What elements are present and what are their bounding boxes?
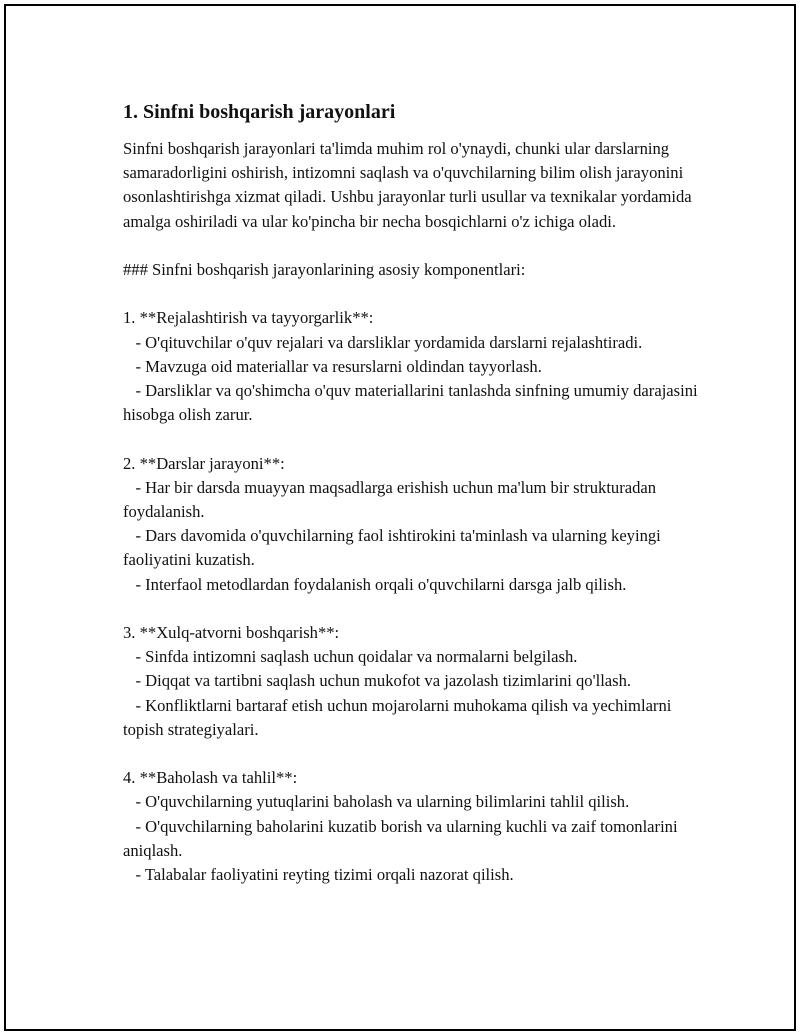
bullet-item: - Interfaol metodlardan foydalanish orqali o'quvchilarni darsga jalb qilish.: [123, 574, 627, 594]
section-4: [123, 766, 703, 887]
bullet-item: - O'quvchilarning yutuqlarini baholash va ularning bilimlarini tahlil qilish.: [123, 792, 630, 812]
section-3: [123, 621, 703, 742]
bullet-item: - Dars davomida o'quvchilarning faol ishtirokini ta'minlash va ularning keyingi faoliyatini kuzatish.: [123, 526, 665, 570]
section-heading: 2. **Darslar jarayoni**:: [123, 453, 285, 473]
document-body: [123, 99, 703, 887]
spacer: [123, 427, 703, 451]
bullet-item: - Darsliklar va qo'shimcha o'quv materiallarini tanlashda sinfning umumiy darajasini hisobga olish zarur.: [123, 381, 702, 425]
bullet-item: - O'quvchilarning baholarini kuzatib borish va ularning kuchli va zaif tomonlarini aniqlash.: [123, 816, 682, 860]
bullet-item: - Sinfda intizomni saqlash uchun qoidalar va normalarni belgilash.: [123, 647, 578, 667]
section-1: [123, 306, 703, 427]
intro-paragraph: Sinfni boshqarish jarayonlari ta'limda muhim rol o'ynaydi, chunki ular darslarning samaradorligini oshirish, intizomni saqlash va o'quvchilarning bilim olish jarayonini osonlashtirishga xizmat qiladi. Ushbu jarayonlar turli usullar va texnikalar yordamida amalga oshiriladi va ular ko'pincha bir necha bosqichlarni o'z ichiga oladi.: [123, 139, 696, 231]
bullet-item: - Mavzuga oid materiallar va resurslarni oldindan tayyorlash.: [123, 356, 542, 376]
section-2: [123, 452, 703, 597]
page-frame: [4, 4, 796, 1031]
document-title: 1. Sinfni boshqarish jarayonlari: [123, 101, 396, 123]
spacer: [123, 234, 703, 258]
bullet-item: - Talabalar faoliyatini reyting tizimi orqali nazorat qilish.: [123, 865, 514, 885]
section-heading: 3. **Xulq-atvorni boshqarish**:: [123, 623, 340, 642]
bullet-item: - Konfliktlarni bartaraf etish uchun mojarolarni muhokama qilish va yechimlarni topish strategiyalari.: [123, 695, 676, 739]
section-heading: 1. **Rejalashtirish va tayyorgarlik**:: [123, 308, 374, 328]
spacer: [123, 597, 703, 621]
bullet-item: - Har bir darsda muayyan maqsadlarga erishish uchun ma'lum bir strukturadan foydalanish.: [123, 477, 661, 521]
subheading: ### Sinfni boshqarish jarayonlarining asosiy komponentlari:: [123, 260, 526, 279]
spacer: [123, 282, 703, 306]
bullet-item: - O'qituvchilar o'quv rejalari va darsliklar yordamida darslarni rejalashtiradi.: [123, 332, 643, 352]
section-heading: 4. **Baholash va tahlil**:: [123, 768, 298, 788]
spacer: [123, 742, 703, 766]
bullet-item: - Diqqat va tartibni saqlash uchun mukofot va jazolash tizimlarini qo'llash.: [123, 671, 632, 691]
